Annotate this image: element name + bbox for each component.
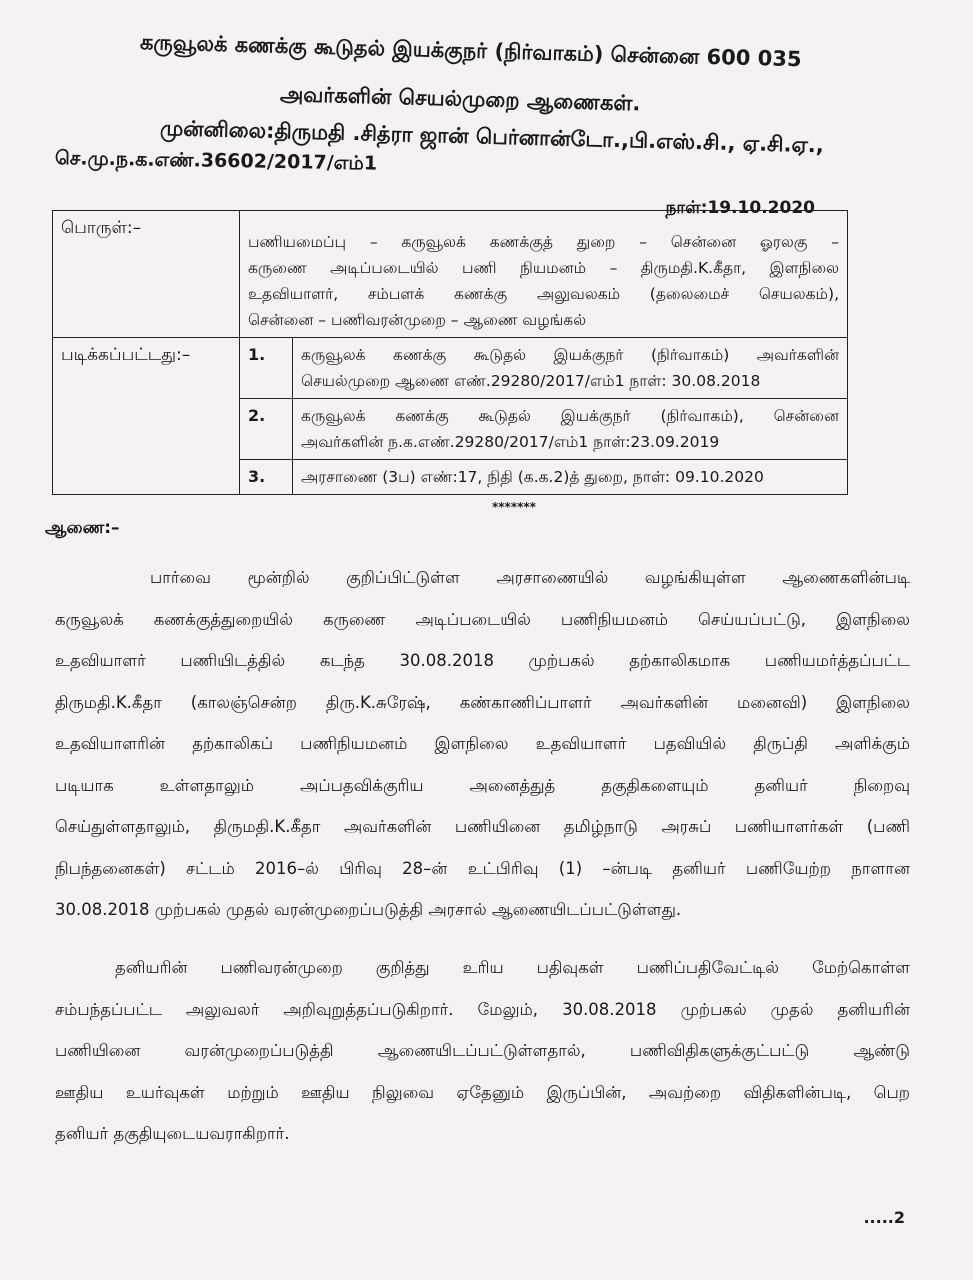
subject-text [240,211,848,338]
reference-number: செ.மு.ந.க.எண்.36602/2017/எம்1 [54,147,378,175]
reference-line: கருவூலக் கணக்கு கூடுதல் இயக்குநர் (நிர்வாகம்) அவர்களின் [301,346,839,364]
subject-reference-table [52,210,848,495]
paragraph-line: படியாக உள்ளதாலும் அப்பதவிக்குரிய அனைத்துத் தகுதிகளையும் தனியர் நிறைவு [55,775,910,795]
paragraph-line: திருமதி.K.கீதா (காலஞ்சென்ற திரு.K.சுரேஷ், கண்காணிப்பாளர் அவர்களின் மனைவி) இளநிலை [55,692,910,712]
reference-number-3: 3. [240,460,293,495]
reference-line: அவர்களின் ந.க.எண்.29280/2017/எம்1 நாள்:23.09.2019 [301,433,720,451]
page-continuation: .....2 [863,1208,905,1227]
subject-line: பணியமைப்பு – கருவூலக் கணக்குத் துறை – சென்னை ஓரலகு – [248,233,839,251]
subject-label: பொருள்:– [53,211,240,338]
reference-text-3 [293,460,848,495]
subject-line: சென்னை – பணிவரன்முறை – ஆணை வழங்கல் [248,311,587,329]
reference-text-2 [293,399,848,460]
paragraph-line: சம்பந்தப்பட்ட அலுவலர் அறிவுறுத்தப்படுகிறார். மேலும், 30.08.2018 முற்பகல் முதல் தனியரின் [55,999,910,1019]
paragraph-line: உதவியாளரின் தற்காலிகப் பணிநியமனம் இளநிலை உதவியாளர் பதவியில் திருப்தி அளிக்கும் [55,734,910,753]
header-line-1: கருவூலக் கணக்கு கூடுதல் இயக்குநர் (நிர்வாகம்) சென்னை 600 035 [139,30,802,72]
reference-number-1: 1. [240,338,293,399]
paragraph-line: உதவியாளர் பணியிடத்தில் கடந்த 30.08.2018 முற்பகல் தற்காலிகமாக பணியமர்த்தப்பட்ட [55,651,910,670]
reference-line: கருவூலக் கணக்கு கூடுதல் இயக்குநர் (நிர்வாகம்), சென்னை [301,407,839,425]
reference-row [53,338,848,399]
reference-text-1 [293,338,848,399]
paragraph-line: பார்வை மூன்றில் குறிப்பிட்டுள்ள அரசாணையில் வழங்கியுள்ள ஆணைகளின்படி [150,568,910,587]
paragraph-line: ஊதிய உயர்வுகள் மற்றும் ஊதிய நிலுவை ஏதேனும் இருப்பின், அவற்றை விதிகளின்படி, பெற [55,1082,910,1102]
header-line-3: முன்னிலை:திருமதி .சித்ரா ஜான் பெர்னான்டோ.,பி.எஸ்.சி., ஏ.சி.ஏ., [159,116,825,158]
separator: ******* [492,500,536,514]
paragraph-line: செய்துள்ளதாலும், திருமதி.K.கீதா அவர்களின் பணியினை தமிழ்நாடு அரசுப் பணியாளர்கள் (பணி [55,817,910,836]
reference-line: செயல்முறை ஆணை எண்.29280/2017/எம்1 நாள்: 30.08.2018 [301,372,761,390]
order-date: நாள்:19.10.2020 [665,198,815,218]
reference-number-2: 2. [240,399,293,460]
paragraph-line: பணியினை வரன்முறைப்படுத்தி ஆணையிடப்பட்டுள்ளதால், பணிவிதிகளுக்குட்பட்டு ஆண்டு [55,1041,910,1060]
paragraph-line: நிபந்தனைகள்) சட்டம் 2016–ல் பிரிவு 28–ன் உட்பிரிவு (1) –ன்படி தனியர் பணியேற்ற நாளான [55,858,910,878]
header-line-2: அவர்களின் செயல்முறை ஆணைகள். [279,82,641,116]
subject-row [53,211,848,338]
subject-line: உதவியாளர், சம்பளக் கணக்கு அலுவலகம் (தலைமைச் செயலகம்), [248,285,839,303]
paragraph-line: 30.08.2018 முற்பகல் முதல் வரன்முறைப்படுத்தி அரசால் ஆணையிடப்பட்டுள்ளது. [55,900,682,919]
subject-line: கருணை அடிப்படையில் பணி நியமனம் – திருமதி.K.கீதா, இளநிலை [248,259,839,277]
order-heading: ஆணை:– [45,518,120,538]
paragraph-line: தனியரின் பணிவரன்முறை குறித்து உரிய பதிவுகள் பணிப்பதிவேட்டில் மேற்கொள்ள [115,958,910,977]
paragraph-line: தனியர் தகுதியுடையவராகிறார். [55,1124,290,1143]
references-label: படிக்கப்பட்டது:– [53,338,240,495]
paragraph-line: கருவூலக் கணக்குத்துறையில் கருணை அடிப்படையில் பணிநியமனம் செய்யப்பட்டு, இளநிலை [55,609,910,629]
reference-line: அரசாணை (3ப) எண்:17, நிதி (க.க.2)த் துறை, நாள்: 09.10.2020 [301,468,764,486]
